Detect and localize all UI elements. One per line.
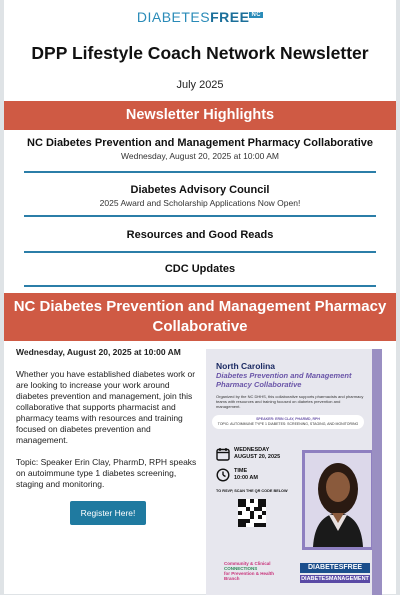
flyer-rsvp: TO RSVP, SCAN THE QR CODE BELOW bbox=[216, 489, 288, 493]
speaker-portrait-icon bbox=[305, 453, 371, 547]
newsletter-date: July 2025 bbox=[176, 79, 224, 91]
diabetesfree-mini-logo: DIABETESFREE bbox=[300, 563, 370, 573]
highlights-banner: Newsletter Highlights bbox=[4, 101, 396, 130]
logo-free-text: FREE bbox=[210, 9, 250, 25]
flyer-description: Organized by the NC DHHS, this collaborative supports pharmacists and pharmacy teams with resources and training focused on diabetes prevention and management. bbox=[216, 394, 364, 409]
highlight-title[interactable]: Diabetes Advisory Council bbox=[130, 184, 270, 196]
event-flyer-image bbox=[206, 349, 382, 595]
diabetesfree-logo[interactable] bbox=[4, 0, 396, 30]
highlight-item-advisory-council[interactable] bbox=[4, 173, 396, 211]
highlight-item-resources[interactable] bbox=[4, 217, 396, 251]
section-banner: NC Diabetes Prevention and Management Pharmacy Collaborative bbox=[4, 293, 396, 341]
highlight-title[interactable]: CDC Updates bbox=[164, 263, 236, 275]
highlight-item-cdc-updates[interactable] bbox=[4, 253, 396, 285]
flyer-speaker: SPEAKER: ERIN CLAY, PHARMD, RPH bbox=[256, 417, 320, 421]
flyer-date: AUGUST 20, 2025 bbox=[234, 454, 281, 460]
newsletter-page bbox=[4, 0, 396, 594]
highlight-subtitle: Wednesday, August 20, 2025 at 10:00 AM bbox=[121, 151, 279, 161]
qr-code-icon bbox=[238, 499, 266, 527]
flyer-footer-logos bbox=[216, 557, 382, 591]
highlight-title[interactable]: Resources and Good Reads bbox=[126, 229, 274, 241]
clock-icon bbox=[216, 468, 230, 482]
logo-diabetes-text: DIABETES bbox=[136, 9, 211, 25]
logo-nc-badge: NC bbox=[251, 12, 262, 19]
divider bbox=[24, 285, 376, 287]
section-description: Whether you have established diabetes work or are looking to increase your work around diabetes prevention and management, join this collaborative that supports pharmacist and pharmacy teams with resources and training focused on diabetes prevention and management. bbox=[16, 369, 196, 445]
event-datetime: Wednesday, August 20, 2025 at 10:00 AM bbox=[16, 347, 181, 357]
flyer-speaker-pill bbox=[212, 415, 364, 429]
flyer-time-label: TIME bbox=[234, 468, 248, 474]
flyer-title-line1: Diabetes Prevention and Management bbox=[216, 371, 352, 380]
newsletter-title: DPP Lifestyle Coach Network Newsletter bbox=[31, 43, 369, 63]
flyer-day: WEDNESDAY bbox=[234, 447, 270, 453]
flyer-topic: TOPIC: AUTOIMMUNE TYPE 1 DIABETES: SCREENING, STAGING, AND MONITORING bbox=[217, 422, 359, 426]
highlight-subtitle: 2025 Award and Scholarship Applications Now Open! bbox=[99, 198, 301, 208]
section-topic: Topic: Speaker Erin Clay, PharmD, RPH speaks on autoimmune type 1 diabetes screening, staging and monitoring. bbox=[16, 457, 197, 489]
section-body bbox=[4, 341, 396, 595]
flyer-title-line2: Pharmacy Collaborative bbox=[216, 380, 302, 389]
calendar-icon bbox=[216, 447, 230, 461]
highlight-title[interactable]: NC Diabetes Prevention and Management Pharmacy Collaborative bbox=[27, 137, 373, 149]
diabetesmanagement-mini-logo: DIABETESMANAGEMENT bbox=[301, 576, 369, 582]
register-button[interactable]: Register Here! bbox=[70, 501, 146, 525]
community-clinical-logo: Community & Clinical CONNECTIONS for Prevention & Health Branch bbox=[224, 561, 275, 581]
flyer-state: North Carolina bbox=[216, 361, 276, 371]
flyer-time: 10:00 AM bbox=[234, 475, 258, 481]
flyer-event-details bbox=[216, 447, 306, 532]
section-text bbox=[16, 347, 204, 525]
speaker-photo bbox=[302, 450, 374, 550]
highlight-item-pharmacy-collaborative[interactable] bbox=[4, 130, 396, 166]
